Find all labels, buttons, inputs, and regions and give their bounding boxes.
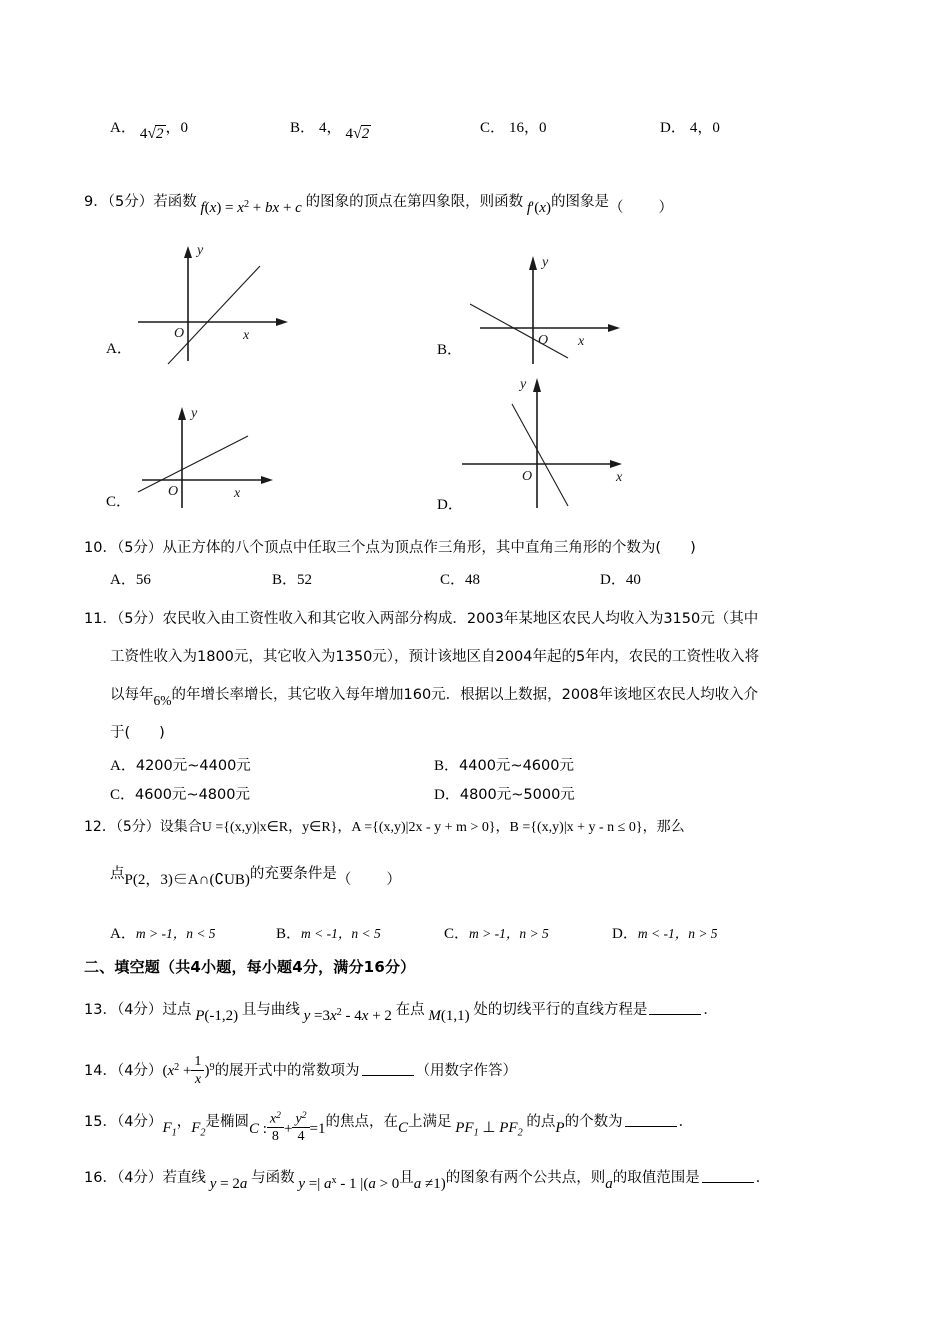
svg-text:y: y (542, 255, 549, 270)
q11-score: （5分） (116, 611, 163, 627)
q14-expression: ($x^2$ + $\frac{1}{x}$ )$^9$ (162, 1053, 215, 1087)
q15-curve-c: C (397, 1120, 408, 1137)
q10-option-d-label: D． (600, 572, 626, 588)
q12-option-d (612, 922, 718, 943)
q15-text-3: 上满足 (407, 1114, 452, 1130)
q9-option-a-label-wrap (106, 337, 132, 358)
q12-text-1: 设集合 (159, 819, 202, 835)
q15-frac-x-den: 8 (271, 1127, 279, 1144)
q11-option-d-label: D． (434, 787, 460, 803)
q16-condition-open: (a > 0 (363, 1176, 400, 1193)
q16-answer-blank[interactable] (702, 1170, 754, 1183)
q9-graph-b (460, 246, 650, 368)
q11-line1: 农民收入由工资性收入和其它收入两部分构成．2003年某地区农民人均收入为3150元（其中 (162, 611, 759, 627)
q12-line2-prefix: 点 (110, 866, 125, 882)
q11-option-d (434, 783, 575, 804)
q16-text-1: 若直线 (162, 1170, 206, 1186)
q9-score: （5分） (107, 194, 154, 210)
q9-option-d-label-wrap (437, 493, 463, 514)
q11-option-d-value: 4800元~5000元 (459, 787, 575, 803)
q8-option-a-sep: ， (165, 120, 181, 136)
q16-stem (84, 1166, 770, 1193)
q15-frac-y-num: $y^2$ (292, 1111, 309, 1128)
svg-text:x: x (578, 334, 585, 349)
q14-frac-numerator: 1 (191, 1054, 204, 1071)
q12-option-b (276, 922, 381, 943)
q12-stem-line2 (110, 862, 403, 889)
q11-option-c (110, 783, 250, 804)
q12-option-c-value: m > -1，n > 5 (469, 926, 549, 941)
q12-option-b-label: B． (276, 926, 302, 942)
q12-sep-2: ， (495, 819, 510, 835)
svg-text:y: y (197, 243, 204, 258)
q16-text-end: ． (755, 1170, 771, 1186)
q10-option-c-value: 48 (465, 572, 481, 588)
q12-option-a-value: m > -1，n < 5 (135, 926, 216, 941)
q11-option-c-label: C． (110, 787, 136, 803)
q13-number: 13． (84, 1002, 117, 1018)
q10-option-d-value: 40 (625, 572, 641, 588)
q12-answer-paren: （ ） (336, 872, 403, 889)
q10-score: （5分） (116, 540, 163, 556)
svg-text:x: x (243, 328, 250, 343)
q10-option-b (272, 568, 312, 589)
q15-stem (84, 1110, 693, 1144)
q15-text-2: 的焦点，在 (325, 1114, 398, 1130)
q11-line3-a: 以每年 (110, 687, 154, 703)
q9-graph-c (130, 388, 320, 510)
svg-text:O: O (168, 484, 179, 499)
q15-ellipse-equation: C : $\frac{x^2}{8}$ + $\frac{y^2}{4}$ =1 (248, 1109, 326, 1144)
q11-option-b-label: B． (434, 758, 460, 774)
q9-option-d-label: D． (437, 497, 463, 513)
q8-option-b-value2: 4√2 (345, 125, 370, 143)
q15-sep: ， (176, 1114, 192, 1130)
svg-text:O: O (538, 333, 549, 348)
q13-text-end: ． (703, 1002, 718, 1018)
q11-option-b-value: 4400元~4600元 (459, 758, 574, 774)
q10-option-a-label: A． (110, 572, 136, 588)
q10-option-a-value: 56 (135, 572, 151, 588)
q16-line-equation: y = 2a (209, 1176, 248, 1193)
q12-set-b: B ={(x,y)|x + y - n ≤ 0} (509, 820, 643, 835)
q11-stem-line1 (84, 607, 758, 628)
q8-option-a (110, 116, 188, 143)
q15-answer-blank[interactable] (625, 1114, 677, 1127)
q16-text-4: 的取值范围是 (612, 1170, 700, 1186)
q9-option-a-label: A． (106, 341, 132, 357)
q9-formula-fprime: f′(x) (526, 200, 551, 217)
q9-option-c-label-wrap (106, 490, 131, 511)
q11-stem-line4 (110, 721, 165, 742)
q12-number: 12． (84, 819, 116, 835)
q8-option-b (290, 116, 371, 143)
q8-option-d (660, 116, 720, 137)
svg-text:y: y (191, 406, 198, 421)
q15-point-p: P (555, 1120, 565, 1137)
q8-option-d-label: D． (660, 120, 686, 136)
q8-option-c (480, 116, 547, 137)
q8-option-b-label: B． (290, 120, 316, 136)
q15-text-4: 的点 (526, 1114, 556, 1130)
q8-option-c-label: C． (480, 120, 506, 136)
q11-option-b (434, 754, 574, 775)
q10-option-a (110, 568, 151, 589)
q8-option-a-value1: 4√2 (139, 125, 164, 143)
q12-option-a-label: A． (110, 926, 136, 942)
q9-graph-d (452, 368, 652, 510)
q15-number: 15． (84, 1114, 117, 1130)
q12-option-c-label: C． (444, 926, 470, 942)
q11-line2: 工资性收入为1800元，其它收入为1350元），预计该地区自2004年起的5年内，农民的工资性收入将 (110, 649, 760, 665)
q9-text-2: 的图象的顶点在第四象限，则函数 (305, 194, 524, 210)
q12-set-u: U ={(x,y)|x∈R，y∈R} (201, 820, 338, 835)
q9-option-c-label: C． (106, 494, 132, 510)
q9-option-d-figure (452, 368, 652, 510)
q16-condition-close: a ≠1) (413, 1176, 446, 1193)
q15-text-5: 的个数为 (564, 1114, 623, 1130)
q15-frac-y-den: 4 (297, 1127, 305, 1144)
q12-option-b-value: m < -1，n < 5 (301, 926, 381, 941)
svg-text:x: x (616, 470, 623, 485)
q8-option-b-value1: 4， (319, 120, 342, 136)
q9-number: 9． (84, 194, 108, 210)
q11-stem-line3 (110, 683, 758, 709)
q11-growth-rate: 6% (153, 692, 172, 708)
q16-text-2: 与函数 (251, 1170, 295, 1186)
q10-option-b-label: B． (272, 572, 298, 588)
q12-option-c (444, 922, 549, 943)
q8-option-c-value: 16，0 (509, 120, 547, 136)
q16-number: 16． (84, 1170, 117, 1186)
q14-text-1: 的展开式中的常数项为 (214, 1063, 360, 1080)
q13-score: （4分） (116, 1002, 163, 1018)
q15-equals: =1 (309, 1120, 326, 1137)
q15-focus-f2: $F_2$ (191, 1120, 206, 1139)
q11-stem-line2 (110, 645, 759, 666)
q15-plus: + (283, 1120, 293, 1137)
q14-fraction (191, 1054, 204, 1087)
q11-option-a-value: 4200元~4400元 (135, 758, 251, 774)
q15-text-1: 是椭圆 (205, 1114, 249, 1130)
q15-frac-x-num: $x^2$ (267, 1111, 284, 1128)
q14-number: 14． (84, 1063, 117, 1080)
q8-option-a-label: A． (110, 120, 136, 136)
q9-text-3: 的图象是 (550, 194, 609, 210)
q9-stem (84, 190, 675, 217)
q16-function-equation: y =| $a^x - 1$ | (298, 1175, 364, 1193)
svg-text:x: x (234, 486, 241, 501)
q15-frac-x (267, 1111, 284, 1144)
q8-option-a-value2: 0 (180, 120, 189, 136)
q9-formula-fx: $f(x) = x^2$ + bx + c (200, 199, 302, 217)
svg-text:O: O (522, 469, 533, 484)
q10-option-b-value: 52 (297, 572, 313, 588)
svg-text:O: O (174, 326, 185, 341)
q14-text-2: （用数字作答） (415, 1063, 518, 1080)
q8-option-d-value: 4，0 (689, 120, 720, 136)
q13-point-p: P(-1,2) (195, 1008, 242, 1025)
q10-option-c-label: C． (440, 572, 466, 588)
q12-stem-line1 (84, 816, 685, 836)
q11-option-c-value: 4600元~4800元 (135, 787, 250, 803)
q12-option-d-value: m < -1，n > 5 (637, 926, 718, 941)
q13-answer-blank[interactable] (649, 1002, 701, 1015)
q10-number: 10． (84, 540, 117, 556)
q11-number: 11． (84, 611, 117, 627)
q12-line2-suffix: 的充要条件是 (249, 866, 337, 882)
q9-option-c-figure (130, 388, 320, 510)
q9-option-b-label: B． (437, 342, 463, 358)
q15-text-end: ． (678, 1114, 694, 1130)
q12-option-a (110, 922, 216, 943)
section-2-title: 二、填空题（共4小题，每小题4分，满分16分） (84, 958, 416, 976)
q15-perpendicular-expr: $PF_1$ ⊥ $PF_2$ (455, 1120, 523, 1139)
q15-frac-y (292, 1111, 309, 1144)
q12-set-a: A ={(x,y)|2x - y + m > 0} (351, 820, 496, 835)
q10-option-c (440, 568, 480, 589)
q14-frac-denominator: x (194, 1070, 202, 1087)
q9-graph-a (130, 236, 320, 366)
q13-stem (84, 998, 718, 1025)
q11-line4: 于( ) (110, 725, 165, 741)
q12-score: （5分） (115, 819, 160, 835)
q13-text-2: 且与曲线 (241, 1002, 300, 1018)
q12-condition-expr: P(2，3)∈A∩(∁UB) (124, 872, 250, 889)
q11-option-a (110, 754, 251, 775)
q10-stem (84, 536, 696, 557)
q16-score: （4分） (116, 1170, 163, 1186)
q13-text-4: 处的切线平行的直线方程是 (473, 1002, 648, 1018)
q9-option-a-figure (130, 236, 320, 366)
svg-text:y: y (520, 377, 527, 392)
q14-answer-blank[interactable] (362, 1063, 414, 1076)
q12-sep-3: ，那么 (642, 819, 685, 835)
q9-answer-paren: （ ） (608, 200, 675, 217)
q11-option-a-label: A． (110, 758, 136, 774)
q15-focus-f1: $F_1$ (162, 1120, 177, 1139)
q14-stem (84, 1054, 517, 1087)
q13-text-3: 在点 (395, 1002, 425, 1018)
q9-option-b-figure (460, 246, 650, 368)
q13-curve-equation: $y =3x^2 - 4x + 2$ (303, 1007, 396, 1025)
q10-text: 从正方体的八个顶点中任取三个点为顶点作三角形，其中直角三角形的个数为( ) (162, 540, 696, 556)
q13-text-1: 过点 (162, 1002, 192, 1018)
q13-point-m: M(1,1) (428, 1008, 474, 1025)
q9-text-1: 若函数 (153, 194, 197, 210)
q9-option-b-label-wrap (437, 338, 462, 359)
q16-condition-and: 且 (399, 1170, 414, 1186)
q15-score: （4分） (116, 1114, 163, 1130)
q12-sep-1: ， (337, 819, 352, 835)
q11-line3-b: 的年增长率增长，其它收入每年增加160元．根据以上数据，2008年该地区农民人均收入介 (171, 687, 759, 703)
q12-option-d-label: D． (612, 926, 638, 942)
q16-var-a: a (605, 1176, 613, 1193)
q10-option-d (600, 568, 641, 589)
q14-score: （4分） (116, 1063, 163, 1080)
q16-text-3: 的图象有两个公共点，则 (445, 1170, 606, 1186)
